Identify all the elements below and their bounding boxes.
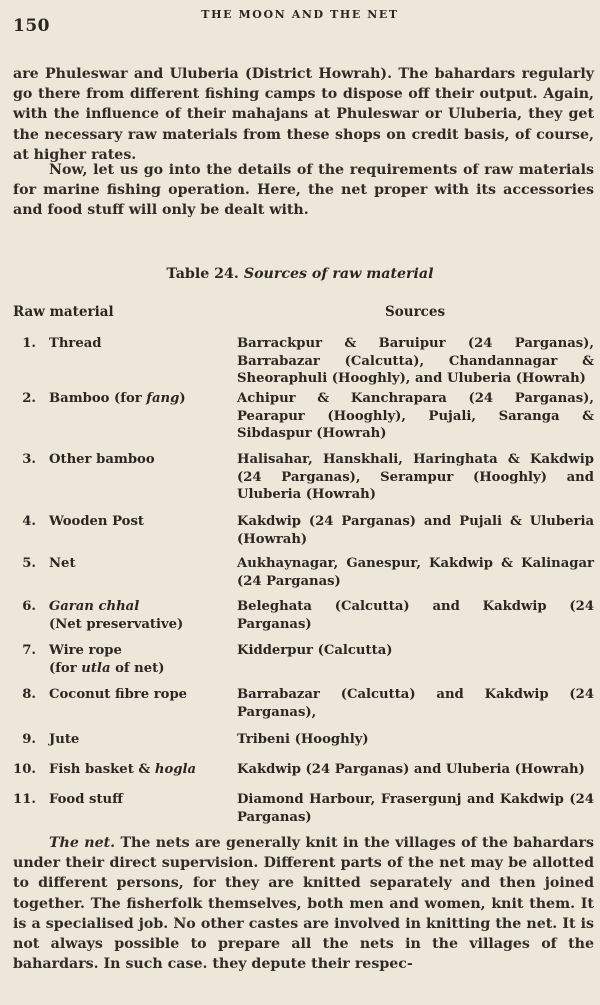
row-sources: Diamond Harbour, Frasergunj and Kakdwip (24 Parganas) [237, 792, 594, 825]
row-material-note: (Net preservative) [49, 616, 184, 632]
row-material: Wooden Post [49, 514, 144, 529]
row-sources: Kakdwip (24 Parganas) and Uluberia (Howrah) [237, 762, 585, 777]
row-number: 3. [22, 452, 36, 467]
column-header-sources: Sources [385, 304, 446, 320]
row-material-tail: ) [179, 391, 186, 406]
row-material: Jute [49, 732, 80, 747]
row-material [49, 642, 234, 677]
row-material-note: (for [49, 660, 82, 676]
paragraph-3-body: The nets are generally knit in the villages of the bahardars under their direct supervision. Different parts of the net may be allotted to different persons, for they are knitted separately and then joined together. The fisherfolk themselves, both men and women, knit them. It is a specialised job. No other castes are involved in knitting the net. It is not always possible to prepare all the nets in the villages of the bahardars. In such case. they depute their respec- [13, 835, 594, 973]
column-header-raw-material: Raw material [13, 304, 114, 320]
row-number: 5. [22, 556, 36, 571]
row-number: 11. [13, 792, 36, 807]
row-material-tail: of net) [110, 660, 165, 676]
row-sources: Aukhaynagar, Ganespur, Kakdwip & Kalinagar (24 Parganas) [237, 556, 594, 589]
row-sources: Beleghata (Calcutta) and Kakdwip (24 Parganas) [237, 599, 594, 632]
row-material: Net [49, 556, 76, 571]
row-material: Food stuff [49, 792, 123, 807]
table-caption [0, 266, 600, 282]
paragraph-1: are Phuleswar and Uluberia (District Howrah). The bahardars regularly go there from different fishing camps to dispose off their output. Again, with the influence of their mahajans at Phuleswar or Uluberia, they get the necessary raw materials from these shops on credit basis, of course, at higher rates. [13, 66, 594, 163]
row-sources: Tribeni (Hooghly) [237, 732, 369, 747]
row-material-italic: utla [81, 660, 111, 676]
row-material [49, 390, 234, 408]
table-caption-label: Table 24. [166, 266, 239, 282]
row-number: 6. [22, 599, 36, 614]
running-head: THE MOON AND THE NET [201, 8, 399, 21]
row-number: 8. [22, 687, 36, 702]
row-sources: Halisahar, Hanskhali, Haringhata & Kakdwip (24 Parganas), Serampur (Hooghly) and Uluberia (Howrah) [237, 452, 594, 503]
row-material-italic: Garan chhal [49, 599, 140, 614]
row-material: Other bamboo [49, 452, 155, 467]
row-number: 2. [22, 391, 36, 406]
row-material: Thread [49, 336, 102, 351]
row-sources: Barrackpur & Baruipur (24 Parganas), Barrabazar (Calcutta), Chandannagar & Sheoraphuli (Hooghly), and Uluberia (Howrah) [237, 336, 594, 387]
row-material-text: Wire rope [49, 643, 122, 658]
page-number: 150 [13, 16, 50, 36]
row-number: 7. [22, 643, 36, 658]
paragraph-2: Now, let us go into the details of the requirements of raw materials for marine fishing operation. Here, the net proper with its accessories and food stuff will only be dealt with. [13, 162, 594, 219]
row-material [49, 761, 234, 779]
row-sources: Barrabazar (Calcutta) and Kakdwip (24 Parganas), [237, 687, 594, 720]
row-material-text: Bamboo (for [49, 391, 147, 406]
row-number: 9. [22, 732, 36, 747]
row-material-italic: fang [146, 391, 180, 406]
paragraph-3 [13, 833, 594, 974]
row-material-text: Fish basket & [49, 762, 155, 777]
row-material: Coconut fibre rope [49, 687, 188, 702]
row-sources: Kakdwip (24 Parganas) and Pujali & Uluberia (Howrah) [237, 514, 594, 547]
row-number: 4. [22, 514, 36, 529]
paragraph-3-lead: The net. [49, 835, 116, 851]
table-caption-title: Sources of raw material [243, 266, 434, 282]
row-sources: Achipur & Kanchrapara (24 Parganas), Pearapur (Hooghly), Pujali, Saranga & Sibdaspur (Howrah) [237, 391, 594, 442]
row-material-italic: hogla [154, 762, 197, 777]
row-number: 10. [13, 762, 36, 777]
row-number: 1. [22, 336, 36, 351]
row-material [49, 598, 234, 633]
row-sources: Kidderpur (Calcutta) [237, 643, 393, 658]
